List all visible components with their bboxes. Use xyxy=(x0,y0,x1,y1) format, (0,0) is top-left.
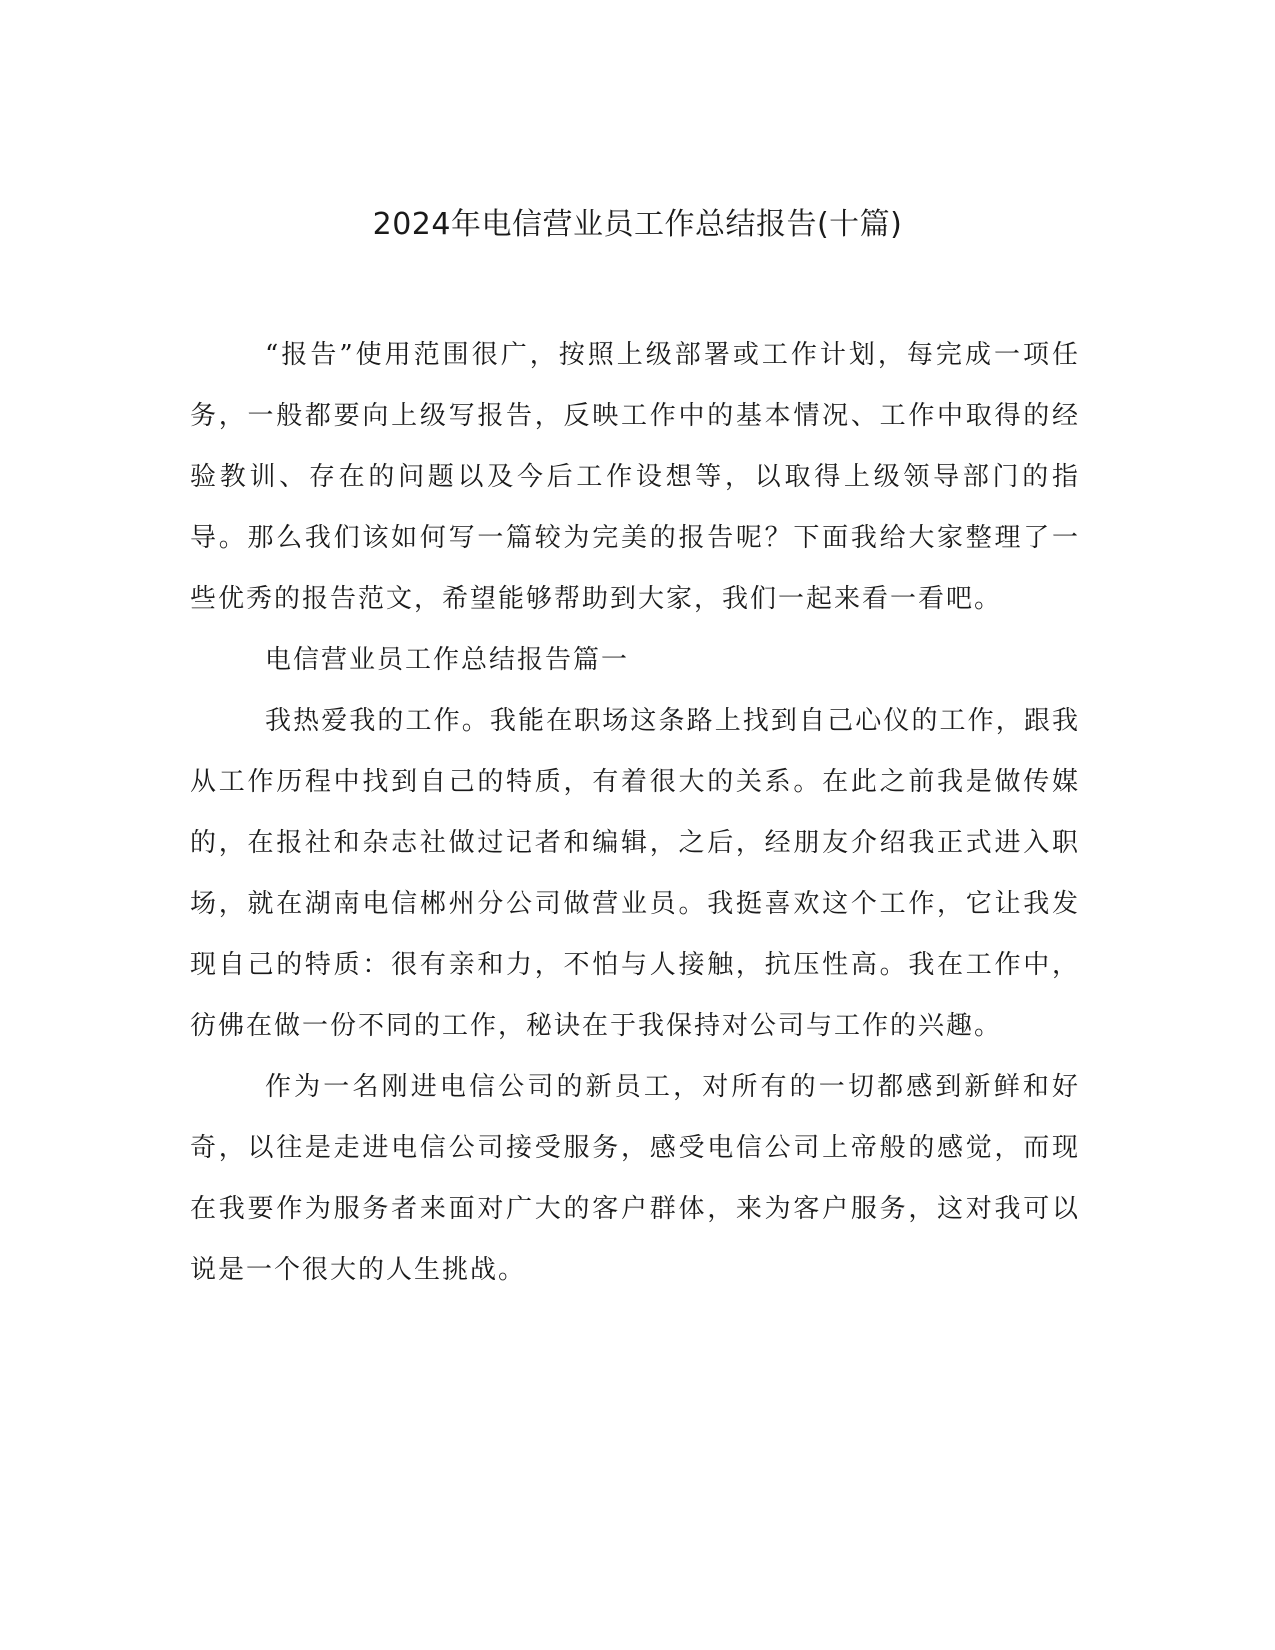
body-paragraph-2: 作为一名刚进电信公司的新员工，对所有的一切都感到新鲜和好奇，以往是走进电信公司接受服务，感受电信公司上帝般的感觉，而现在我要作为服务者来面对广大的客户群体，来为客户服务，这对我可以说是一个很大的人生挑战。 xyxy=(190,1072,1080,1285)
body-paragraph-1: 我热爱我的工作。我能在职场这条路上找到自己心仪的工作，跟我从工作历程中找到自己的特质，有着很大的关系。在此之前我是做传媒的，在报社和杂志社做过记者和编辑，之后，经朋友介绍我正式进入职场，就在湖南电信郴州分公司做营业员。我挺喜欢这个工作，它让我发现自己的特质：很有亲和力，不怕与人接触，抗压性高。我在工作中，彷佛在做一份不同的工作，秘诀在于我保持对公司与工作的兴趣。 xyxy=(190,706,1080,1041)
document-body xyxy=(190,325,1080,1301)
intro-paragraph: “报告”使用范围很广，按照上级部署或工作计划，每完成一项任务，一般都要向上级写报告，反映工作中的基本情况、工作中取得的经验教训、存在的问题以及今后工作设想等，以取得上级领导部门的指导。那么我们该如何写一篇较为完美的报告呢？下面我给大家整理了一些优秀的报告范文，希望能够帮助到大家，我们一起来看一看吧。 xyxy=(190,340,1080,614)
document-title: 2024年电信营业员工作总结报告(十篇) xyxy=(372,207,903,242)
section-heading: 电信营业员工作总结报告篇一 xyxy=(265,645,630,675)
